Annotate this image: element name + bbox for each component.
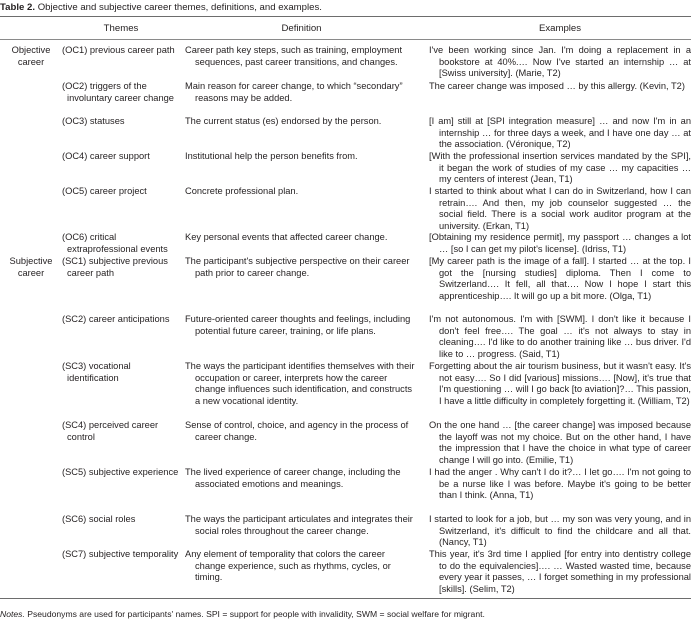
example-cell: This year, it's 3rd time I applied [for entry into dentistry college to do the equivalencies]…. … Wasted wasted time, because every year it passes, … I forget something in my professional [skills]. (Selim, T2) [429,549,691,594]
table-notes [0,609,485,621]
header-rule [0,39,691,40]
theme-cell: (SC1) subjective previous career path [62,256,168,278]
definition-cell: The ways the participant articulates and integrates their social roles throughout the career change. [185,514,413,536]
example-cell: On the one hand … [the career change] was imposed because the layoff was not my choice. But on the other hand, I have the impression that I have the choice in what type of career change I will go into. (Emilie, T1) [429,420,691,465]
example-cell: Forgetting about the air tourism business, but it wasn't easy. It's not easy…. So I did [various] missions…. [Now], it's true that I'm questioning … will I go back [to aviation]?… This passion, I have a little difficulty in completely forgetting it. (William, T2) [429,361,691,406]
example-cell: I started to think about what I can do in Switzerland, how I can retrain…. And then, my job counselor suggested … the social field. There is a social work auditor program at the university. (Erkan, T1) [429,186,691,231]
definition-cell: Key personal events that affected career change. [185,232,388,242]
example-cell: [Obtaining my residence permit], my passport … changes a lot … [so I can get my pilot's license]. (Idriss, T1) [429,232,691,254]
theme-cell: (OC2) triggers of the involuntary career change [62,81,174,103]
theme-cell: (OC5) career project [62,186,147,196]
theme-cell: (SC4) perceived career control [62,420,159,442]
definition-cell: The lived experience of career change, including the associated emotions and meanings. [185,467,401,489]
header-examples: Examples [538,23,582,34]
definition-cell: Institutional help the person benefits from. [185,151,358,161]
theme-cell: (SC2) career anticipations [62,314,170,324]
example-cell: I'm not autonomous. I'm with [SWM]. I don't like it because I don't feel free…. The goal … it's not always to stay in cleaning…. I'd like to do another training like … bus driver. I'd like to … progress. (Said, T1) [429,314,691,359]
group-label-subjective: Subjective career [9,256,53,278]
definition-cell: The participant's subjective perspective on their career path prior to career change. [185,256,410,278]
theme-cell: (SC7) subjective temporality [62,549,179,559]
header-definition: Definition [281,23,322,34]
theme-cell: (SC3) vocational identification [62,361,131,383]
definition-cell: Future-oriented career thoughts and feelings, including potential future career, training, or life plans. [185,314,411,336]
table-label: Table 2. [0,2,36,13]
definition-cell: Any element of temporality that colors the career change experience, such as rhythms, cycles, or timing. [185,549,391,583]
example-cell: [With the professional insertion services mandated by the SPI], it began the work of studies of my case … my capacities … my centers of interest (Jean, T1) [429,151,691,185]
definition-cell: Concrete professional plan. [185,186,299,196]
notes-label: Notes. [0,609,25,619]
theme-cell: (OC6) critical extraprofessional events [62,232,168,254]
theme-cell: (SC5) subjective experience [62,467,179,477]
definition-cell: The current status (es) endorsed by the person. [185,116,382,126]
theme-cell: (OC1) previous career path [62,45,175,55]
definition-cell: Main reason for career change, to which “secondary” reasons may be added. [185,81,403,103]
table-title: Objective and subjective career themes, definitions, and examples. [37,2,322,13]
table-caption [0,2,322,14]
theme-cell: (OC3) statuses [62,116,125,126]
top-rule [0,16,691,17]
example-cell: The career change was imposed … by this allergy. (Kevin, T2) [429,81,685,91]
definition-cell: The ways the participant identifies themselves with their occupation or career, interprets how the career change influences such identification, and constructs a new vocational identity. [185,361,415,406]
example-cell: I started to look for a job, but … my son was very young, and in Switzerland, it's difficult to find the childcare and all that. (Nancy, T1) [429,514,691,548]
example-cell: [I am] still at [SPI integration measure] … and now I'm in an internship … for three days a week, and I have one day … at the association. (Véronique, T2) [429,116,691,150]
header-themes: Themes [103,23,139,34]
example-cell: [My career path is the image of a fall]. I started … at the top. I got the [nursing studies] diploma. Then I come to Switzerland…. It fell, all that…. Now I hope I start this apprenticeship…. It will go up a bit more. (Olga, T1) [429,256,691,301]
theme-cell: (OC4) career support [62,151,150,161]
definition-cell: Career path key steps, such as training, employment sequences, past career transitions, and changes. [185,45,403,67]
example-cell: I had the anger . Why can't I do it?… I let go…. I'm not going to be a nurse like I was before. Maybe it's going to be better than I think. (Anna, T1) [429,467,691,501]
bottom-rule [0,598,691,599]
example-cell: I've been working since Jan. I'm doing a replacement in a bookstore at 40%.… Now I've started an internship … at [Swiss university]. (Marie, T2) [429,45,691,79]
notes-text: Pseudonyms are used for participants' names. SPI = support for people with invalidity, SWM = social welfare for migrant. [27,609,485,619]
group-label-objective: Objective career [11,45,51,67]
definition-cell: Sense of control, choice, and agency in the process of career change. [185,420,409,442]
theme-cell: (SC6) social roles [62,514,136,524]
